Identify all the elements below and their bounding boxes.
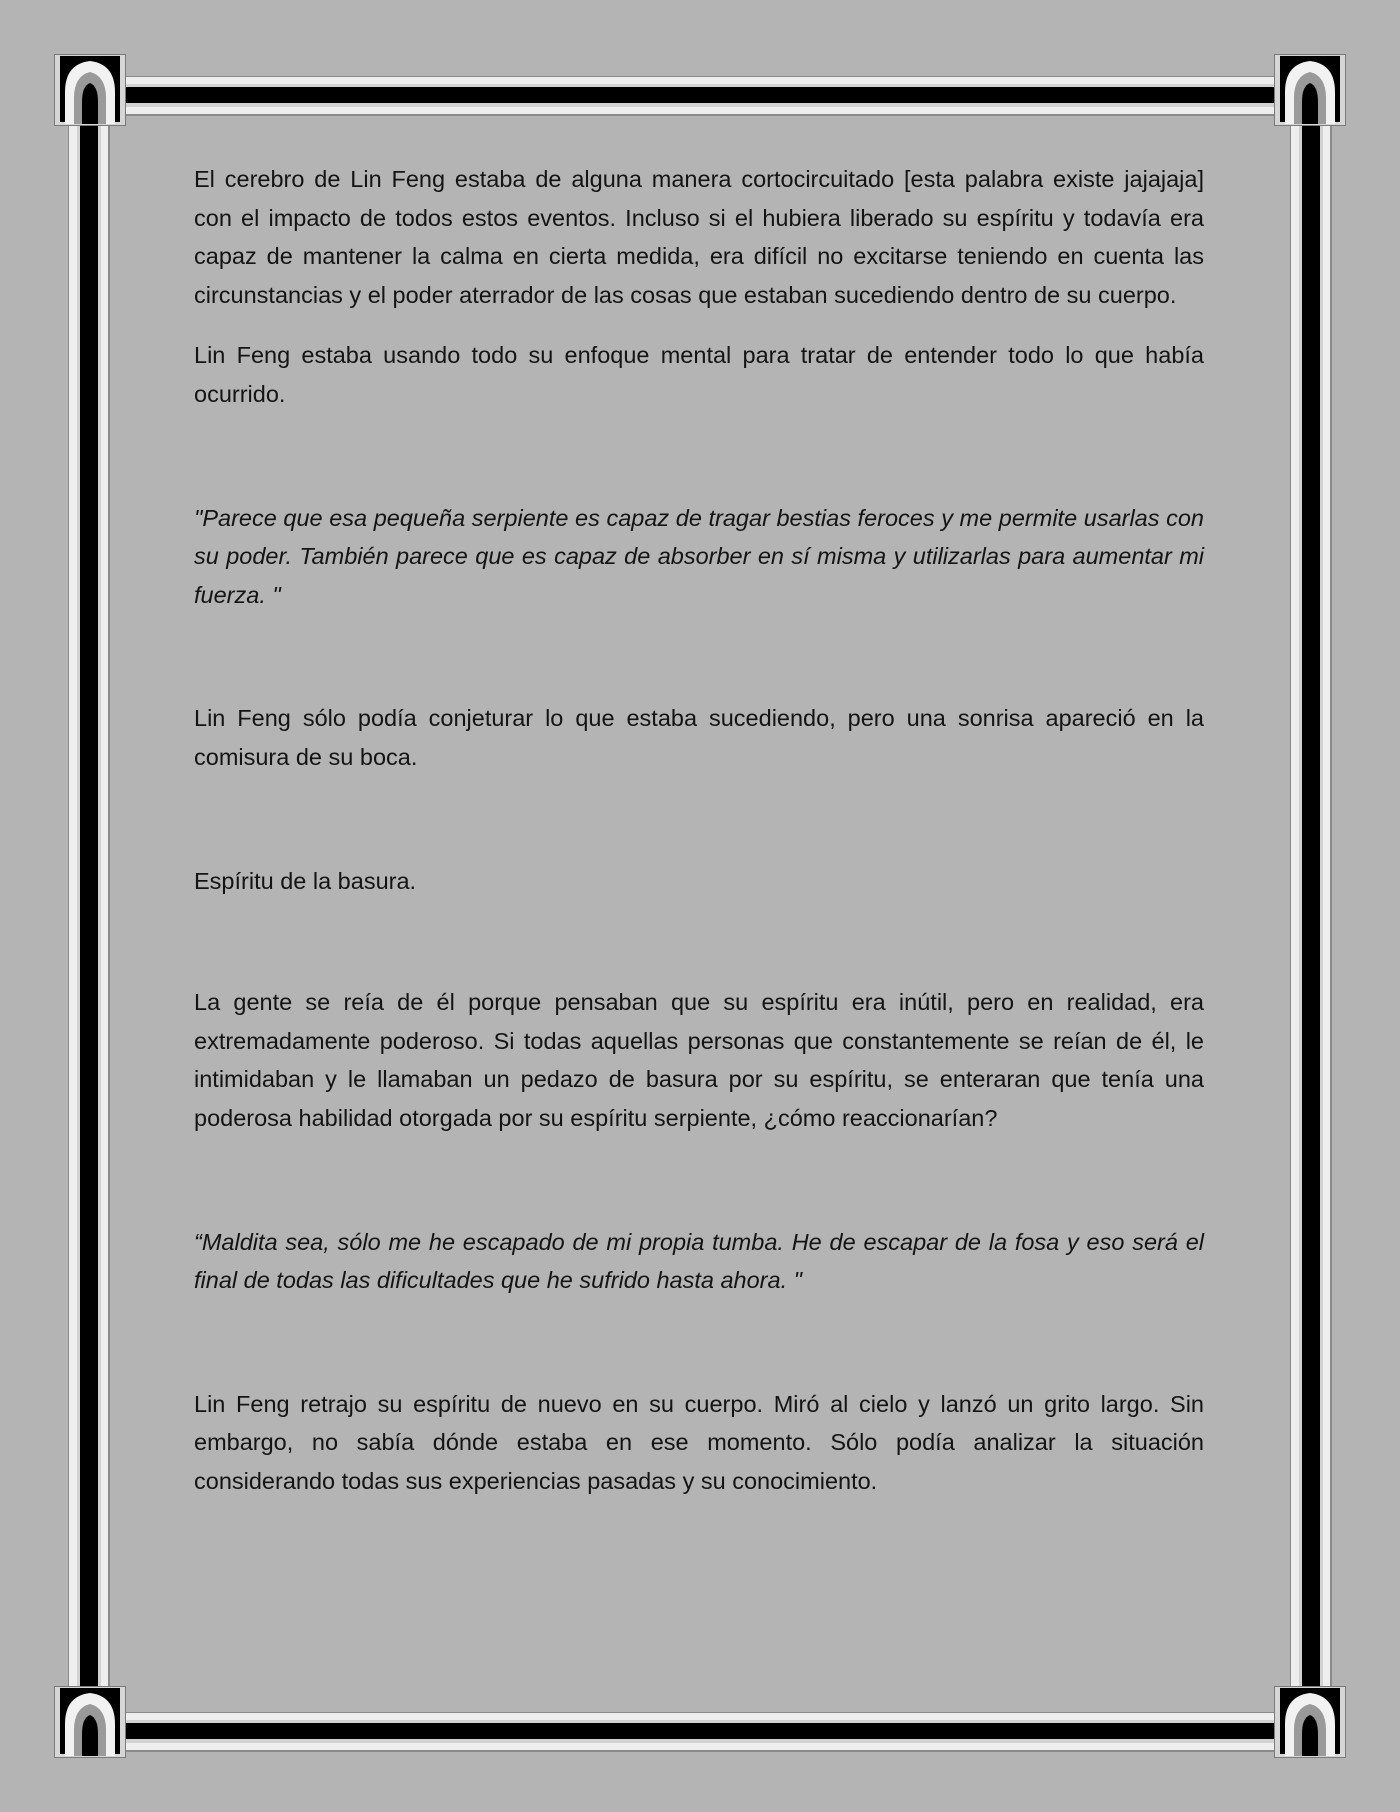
document-body bbox=[194, 160, 1204, 1500]
gothic-arch-corner-icon bbox=[1274, 54, 1346, 126]
frame-top-bar bbox=[118, 76, 1282, 116]
quote-paragraph-2: “Maldita sea, sólo me he escapado de mi propia tumba. He de escapar de la fosa y eso será el final de todas las dificultades que he sufrido hasta ahora. " bbox=[194, 1228, 1204, 1294]
paragraph-2: Lin Feng estaba usando todo su enfoque mental para tratar de entender todo lo que había ocurrido. bbox=[194, 342, 1204, 407]
frame-left-bar bbox=[68, 120, 110, 1692]
paragraph-3: Lin Feng sólo podía conjeturar lo que estaba sucediendo, pero una sonrisa apareció en la comisura de su boca. bbox=[194, 705, 1204, 770]
gothic-arch-corner-icon bbox=[1274, 1686, 1346, 1758]
frame-bottom-bar bbox=[118, 1712, 1282, 1752]
paragraph-1: El cerebro de Lin Feng estaba de alguna manera cortocircuitado [esta palabra existe jajajaja] con el impacto de todos estos eventos. Incluso si el hubiera liberado su espíritu y todavía era capaz de mantener la calma en cierta medida, era difícil no excitarse teniendo en cuenta las circunstancias y el poder aterrador de las cosas que estaban sucediendo dentro de su cuerpo. bbox=[194, 166, 1204, 308]
paragraph-4: Espíritu de la basura. bbox=[194, 867, 417, 894]
quote-paragraph-1: "Parece que esa pequeña serpiente es capaz de tragar bestias feroces y me permite usarlas con su poder. También parece que es capaz de absorber en sí misma y utilizarlas para aumentar mi fuerza. " bbox=[194, 504, 1204, 608]
paragraph-5: La gente se reía de él porque pensaban que su espíritu era inútil, pero en realidad, era extremadamente poderoso. Si todas aquellas personas que constantemente se reían de él, le intimidaban y le llamaban un pedazo de basura por su espíritu, se enteraran que tenía una poderosa habilidad otorgada por su espíritu serpiente, ¿cómo reaccionarían? bbox=[194, 989, 1204, 1131]
gothic-arch-corner-icon bbox=[54, 54, 126, 126]
frame-right-bar bbox=[1290, 120, 1332, 1692]
paragraph-6: Lin Feng retrajo su espíritu de nuevo en su cuerpo. Miró al cielo y lanzó un grito largo. Sin embargo, no sabía dónde estaba en ese momento. Sólo podía analizar la situación considerando todas sus experiencias pasadas y su conocimiento. bbox=[194, 1390, 1204, 1494]
gothic-arch-corner-icon bbox=[54, 1686, 126, 1758]
